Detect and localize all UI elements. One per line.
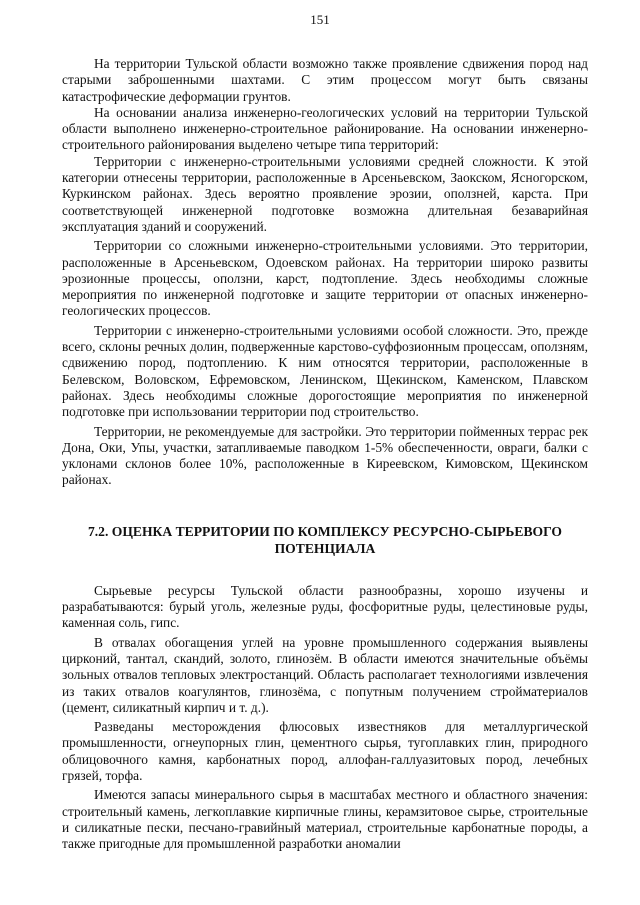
paragraph: Территории со сложными инженерно-строительными условиями. Это территории, расположенные в Арсеньевском, Одоевском районах. На территории широко развиты эрозионные процессы, оползни, карст, подтопление. Здесь необходимы сложные мероприятия по инженерной подготовке и защите территории от опасных инженерно-геологических процессов. <box>62 238 588 319</box>
paragraph: На территории Тульской области возможно также проявление сдвижения пород над старыми заброшенными шахтами. С этим процессом могут быть связаны катастрофические деформации грунтов. <box>62 56 588 104</box>
paragraph: Сырьевые ресурсы Тульской области разнообразны, хорошо изучены и разрабатываются: бурый уголь, железные руды, фосфоритные руды, целестиновые руды, каменная соль, гипс. <box>62 582 588 631</box>
paragraph: Разведаны месторождения флюсовых известняков для металлургической промышленности, огнеупорных глин, цементного сырья, тугоплавких глин, природного облицовочного камня, карбонатных пород, аллофан-галлуазитовых пород, лечебных грязей, торфа. <box>62 719 588 783</box>
paragraph: Территории с инженерно-строительными условиями особой сложности. Это, прежде всего, склоны речных долин, подверженные карстово-суффозионным процессам, оползням, сдвижению пород, подтоплению. К ним относятся территории, расположенные в Белевском, Воловском, Ефремовском, Ленинском, Щекинском, Каменском, Плавском районах. Здесь необходимы сложные дорогостоящие мероприятия по инженерной подготовке при использовании территории под строительство. <box>62 322 588 420</box>
paragraph: На основании анализа инженерно-геологических условий на территории Тульской области выполнено инженерно-строительное районирование. На основании инженерно-строительного районирования выделено четыре типа территорий: <box>62 104 588 153</box>
page-number: 151 <box>310 12 330 27</box>
body-text <box>62 56 588 852</box>
paragraph: Территории, не рекомендуемые для застройки. Это территории пойменных террас рек Дона, Оки, Упы, участки, затапливаемые паводком 1-5% обеспеченности, овраги, балки с уклонами склонов более 10%, расположенные в Киреевском, Кимовском, Щекинском районах. <box>62 423 588 488</box>
paragraph: Территории с инженерно-строительными условиями средней сложности. К этой категории отнесены территории, расположенные в Арсеньевском, Заокском, Ясногорском, Куркинском районах. Здесь вероятно проявление эрозии, оползней, карста. При соответствующей инженерной подготовке возможна длительная безаварийная эксплуатация зданий и сооружений. <box>62 153 588 234</box>
paragraph: Имеются запасы минерального сырья в масштабах местного и областного значения: строительный камень, легкоплавкие кирпичные глины, керамзитовое сырье, строительные и силикатные пески, песчано-гравийный материал, строительные карбонатные породы, а также пригодные для промышленной разработки аномалии <box>62 787 588 852</box>
paragraph: В отвалах обогащения углей на уровне промышленного содержания выявлены цирконий, тантал, скандий, золото, глинозём. В области имеются значительные объёмы зольных отвалов тепловых электростанций. Область располагает технологиями извлечения из таких отвалов коагулянтов, глинозёма, с попутным получением стройматериалов (цемент, силикатный кирпич и т. д.). <box>62 634 588 715</box>
section-heading: 7.2. ОЦЕНКА ТЕРРИТОРИИ ПО КОМПЛЕКСУ РЕСУРСНО-СЫРЬЕВОГО ПОТЕНЦИАЛА <box>87 523 563 556</box>
